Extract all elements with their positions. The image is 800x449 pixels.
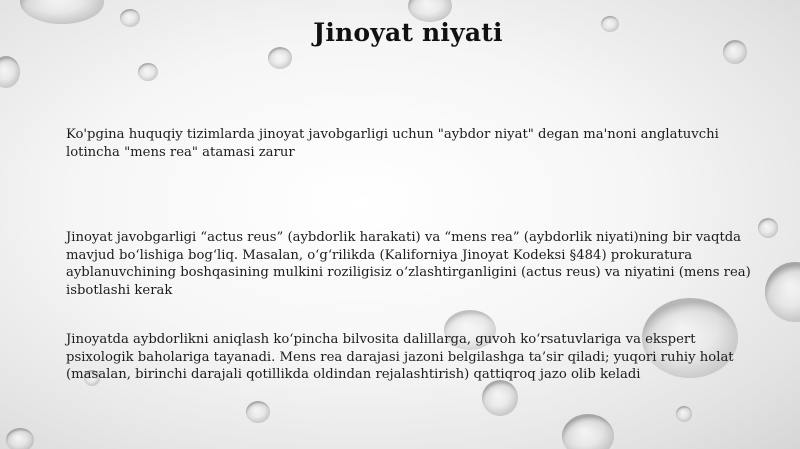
slide-title: Jinoyat niyati bbox=[313, 18, 503, 47]
droplet-bottom-center bbox=[482, 380, 518, 416]
droplet-bottom-center-left bbox=[246, 401, 270, 423]
droplet-bottom-right bbox=[562, 414, 614, 449]
droplet-upper-center bbox=[268, 47, 292, 69]
droplet-left-edge bbox=[0, 56, 20, 88]
droplet-upper-mid bbox=[138, 63, 158, 81]
paragraph-actus-reus-mens-rea: Jinoyat javobgarligi “actus reus” (aybdorlik harakati) va “mens rea” (aybdorlik niyati)ning bir vaqtda mavjud boʻlishiga bogʻliq. Masalan, oʻgʻrilikda (Kaliforniya Jinoyat Kodeksi §484) prokuratura ayblanuvchining boshqasining mulkini roziligisiz oʻzlashtirganligini (actus reus) va niyatini (mens rea) isbotlashi kerak bbox=[66, 230, 751, 298]
droplet-bottom-left-corner bbox=[6, 428, 34, 449]
droplet-bottom-far-right bbox=[676, 406, 692, 422]
paragraph-evidence-and-sentencing: Jinoyatda aybdorlikni aniqlash koʻpincha bilvosita dalillarga, guvoh koʻrsatuvlariga va ekspert psixologik baholariga tayanadi. Mens rea darajasi jazoni belgilashga ta’sir qiladi; yuqori ruhiy holat (masalan, birinchi darajali qotillikda oldindan rejalashtirish) qattiqroq jazo olib keladi bbox=[66, 332, 734, 382]
droplet-right-large bbox=[765, 262, 800, 322]
paragraph-mens-rea-definition: Ko'pgina huquqiy tizimlarda jinoyat javobgarligi uchun "aybdor niyat" degan ma'noni anglatuvchi lotincha "mens rea" atamasi zarur bbox=[66, 127, 719, 160]
